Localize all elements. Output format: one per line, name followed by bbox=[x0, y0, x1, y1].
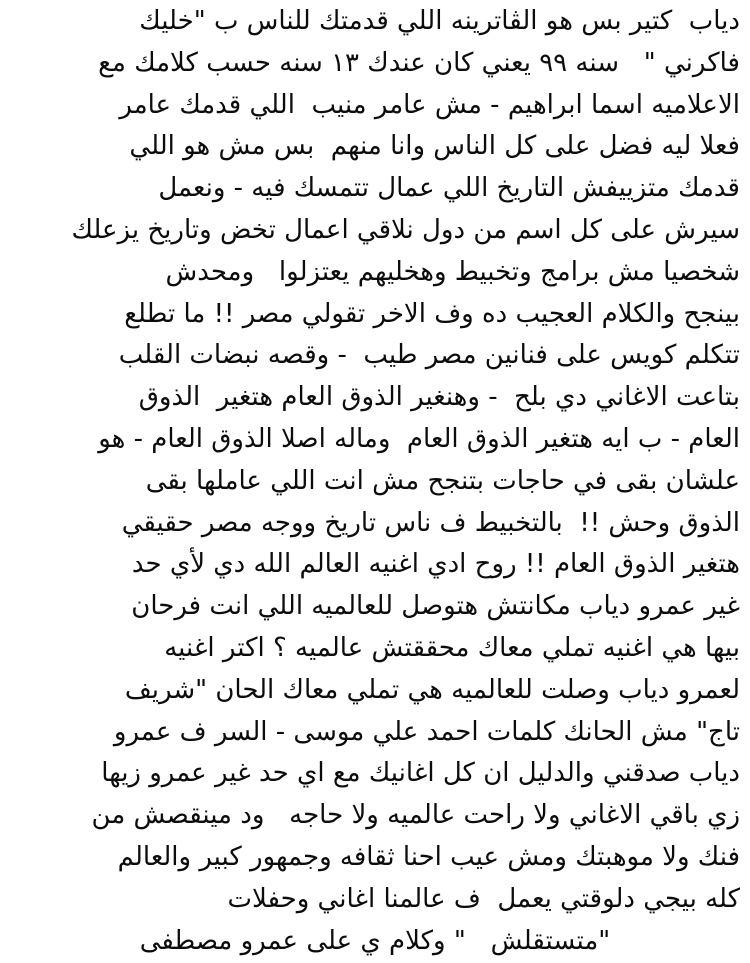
text-line: الاعلاميه اسما ابراهيم - مش عامر منيب اللي قدمك عامر bbox=[119, 89, 740, 120]
text-line: تتكلم كويس على فنانين مصر طيب - وقصه نبضات القلب bbox=[118, 340, 740, 371]
text-line: فاكرني " سنه ٩٩ يعني كان عندك ١٣ سنه حسب كلامك مع bbox=[98, 47, 740, 78]
text-line: دياب كتير بس هو الڤاترينه اللي قدمتك للناس ب "خليك bbox=[139, 6, 740, 36]
text-line: كله بيجي دلوقتي يعمل ف عالمنا اغاني وحفلات bbox=[227, 883, 740, 914]
text-line: سيرش على كل اسم من دول نلاقي اعمال تخض وتاريخ يزعلك bbox=[71, 214, 740, 245]
text-line: فنك ولا موهبتك ومش عيب احنا ثقافه وجمهور كبير والعالم bbox=[117, 841, 740, 872]
text-line: دياب صدقني والدليل ان كل اغانيك مع اي حد غير عمرو زيها bbox=[101, 758, 740, 789]
text-line: قدمك متزييفش التاريخ اللي عمال تتمسك فيه - ونعمل bbox=[158, 173, 740, 204]
text-line: الذوق وحش !! بالتخبيط ف ناس تاريخ ووجه مصر حقيقي bbox=[121, 507, 740, 538]
text-line: زي باقي الاغاني ولا راحت عالميه ولا حاجه ود مينقصش من bbox=[91, 800, 740, 831]
text-line: فعلا ليه فضل على كل الناس وانا منهم بس مش هو اللي bbox=[129, 131, 740, 162]
text-line: بينجح والكلام العجيب ده وف الاخر تقولي مصر !! ما تطلع bbox=[124, 298, 740, 329]
text-line: علشان بقى في حاجات بتنجح مش انت اللي عاملها بقى bbox=[145, 465, 740, 496]
text-line: العام - ب ايه هتغير الذوق العام وماله اصلا الذوق العام - هو bbox=[98, 423, 740, 454]
text-line: تاج" مش الحانك كلمات احمد علي موسى - السر ف عمرو bbox=[113, 716, 740, 747]
text-line: هتغير الذوق العام !! روح ادي اغنيه العالم الله دي لأي حد bbox=[131, 549, 740, 580]
text-line: بتاعت الاغاني دي بلح - وهنغير الذوق العام هتغير الذوق bbox=[138, 382, 740, 413]
text-line: "متستقلش " وكلام ي على عمرو مصطفى bbox=[139, 925, 611, 956]
text-line: غير عمرو دياب مكانتش هتوصل للعالميه اللي انت فرحان bbox=[131, 591, 740, 622]
text-line: لعمرو دياب وصلت للعالميه هي تملي معاك الحان "شريف bbox=[124, 674, 740, 705]
text-line: شخصيا مش برامج وتخبيط وهخليهم يعتزلوا ومحدش bbox=[165, 256, 740, 287]
text-line: بيها هي اغنيه تملي معاك محققتش عالميه ؟ اكتر اغنيه bbox=[164, 632, 740, 663]
